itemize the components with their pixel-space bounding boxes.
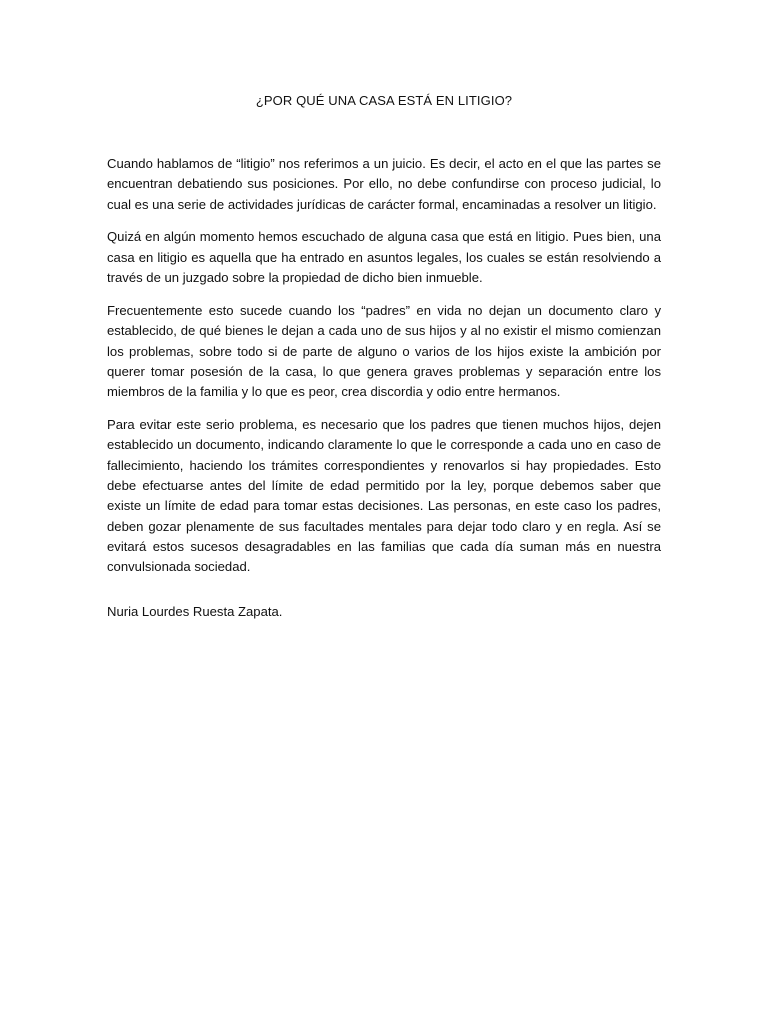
paragraph-3: Frecuentemente esto sucede cuando los “padres” en vida no dejan un documento claro y establecido, de qué bienes le dejan a cada uno de sus hijos y al no existir el mismo comienzan los problemas, sobre todo si de parte de alguno o varios de los hijos existe la ambición por querer tomar posesión de la casa, lo que genera graves problemas y separación entre los miembros de la familia y lo que es peor, crea discordia y odio entre hermanos. (107, 302, 661, 400)
paragraph-1: Cuando hablamos de “litigio” nos referimos a un juicio. Es decir, el acto en el que las partes se encuentran debatiendo sus posiciones. Por ello, no debe confundirse con proceso judicial, lo cual es una serie de actividades jurídicas de carácter formal, encaminadas a resolver un litigio. (107, 156, 661, 212)
document-body (107, 154, 661, 590)
paragraph-2: Quizá en algún momento hemos escuchado de alguna casa que está en litigio. Pues bien, una casa en litigio es aquella que ha entrado en asuntos legales, los cuales se están resolviendo a través de un juzgado sobre la propiedad de dicho bien inmueble. (107, 229, 661, 286)
document-title: ¿POR QUÉ UNA CASA ESTÁ EN LITIGIO? (255, 93, 513, 108)
paragraph-4: Para evitar este serio problema, es necesario que los padres que tienen muchos hijos, dejen establecido un documento, indicando claramente lo que le corresponde a cada uno en caso de fallecimiento, haciendo los trámites correspondientes y renovarlos si hay propiedades. Esto debe efectuarse antes del límite de edad permitido por la ley, porque debemos saber que existe un límite de edad para tomar estas decisiones. Las personas, en este caso los padres, deben gozar plenamente de sus facultades mentales para dejar todo claro y en regla. Así se evitará estos sucesos desagradables en las familias que cada día suman más en nuestra convulsionada sociedad. (107, 417, 661, 575)
author-signature: Nuria Lourdes Ruesta Zapata. (107, 604, 283, 619)
